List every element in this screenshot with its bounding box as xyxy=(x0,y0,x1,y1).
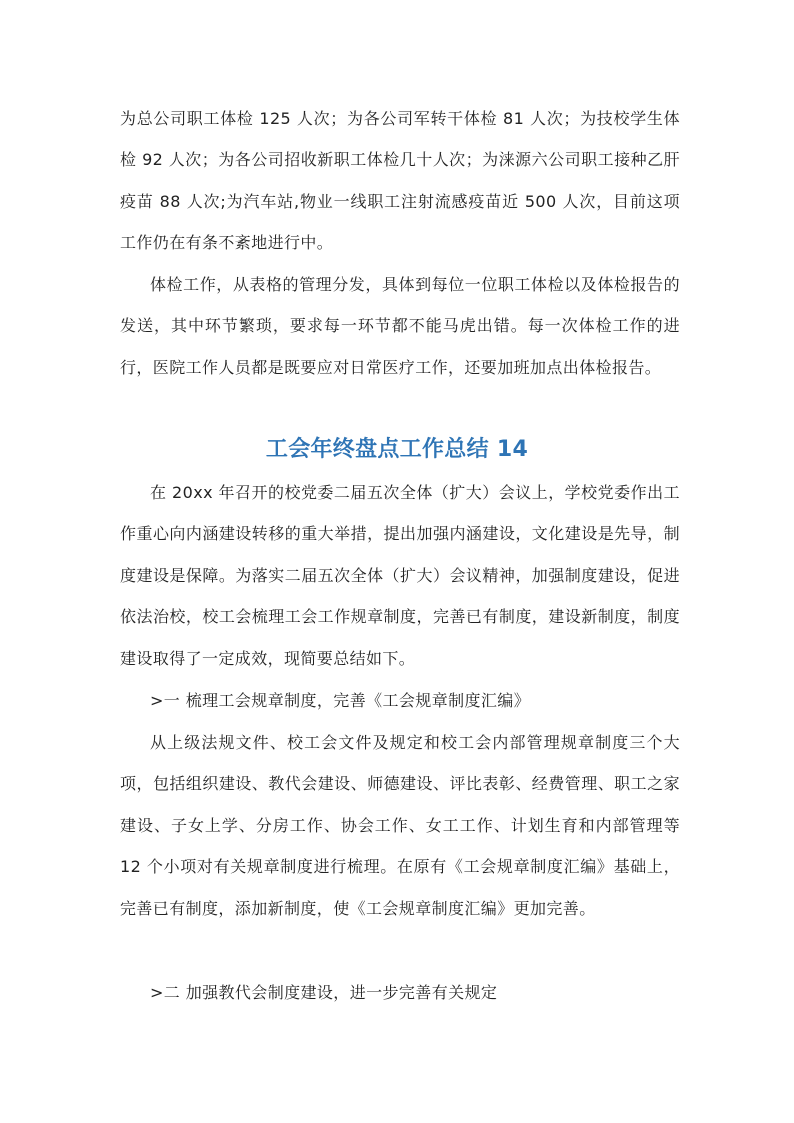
section-heading: 工会年终盘点工作总结 14 xyxy=(265,437,529,462)
subsection-heading-two: >二 加强教代会制度建设，进一步完善有关规定 xyxy=(150,983,498,1002)
subsection-heading-one: >一 梳理工会规章制度，完善《工会规章制度汇编》 xyxy=(150,691,531,710)
body-paragraph-regulations: 从上级法规文件、校工会文件及规定和校工会内部管理规章制度三个大项，包括组织建设、教代会建设、师德建设、评比表彰、经费管理、职工之家建设、子女上学、分房工作、协会工作、女工工作、计划生育和内部管理等 12 个小项对有关规章制度进行梳理。在原有《工会规章制度汇编》基础上，完善已有制度，添加新制度，使《工会规章制度汇编》更加完善。 xyxy=(120,733,680,918)
body-paragraph-checkup-work: 体检工作，从表格的管理分发，具体到每位一位职工体检以及体检报告的发送，其中环节繁琐，要求每一环节都不能马虎出错。每一次体检工作的进行，医院工作人员都是既要应对日常医疗工作，还要加班加点出体检报告。 xyxy=(120,275,680,377)
body-paragraph-intro: 在 20xx 年召开的校党委二届五次全体（扩大）会议上，学校党委作出工作重心向内涵建设转移的重大举措，提出加强内涵建设，文化建设是先导，制度建设是保障。为落实二届五次全体（扩大）会议精神，加强制度建设，促进依法治校，校工会梳理工会工作规章制度，完善已有制度，建设新制度，制度建设取得了一定成效，现简要总结如下。 xyxy=(120,483,680,668)
body-paragraph-checkup-stats: 为总公司职工体检 125 人次；为各公司军转干体检 81 人次；为技校学生体检 92 人次；为各公司招收新职工体检几十人次；为涞源六公司职工接种乙肝疫苗 88 人次;为汽车站,物业一线职工注射流感疫苗近 500 人次，目前这项工作仍在有条不紊地进行中。 xyxy=(120,109,680,253)
